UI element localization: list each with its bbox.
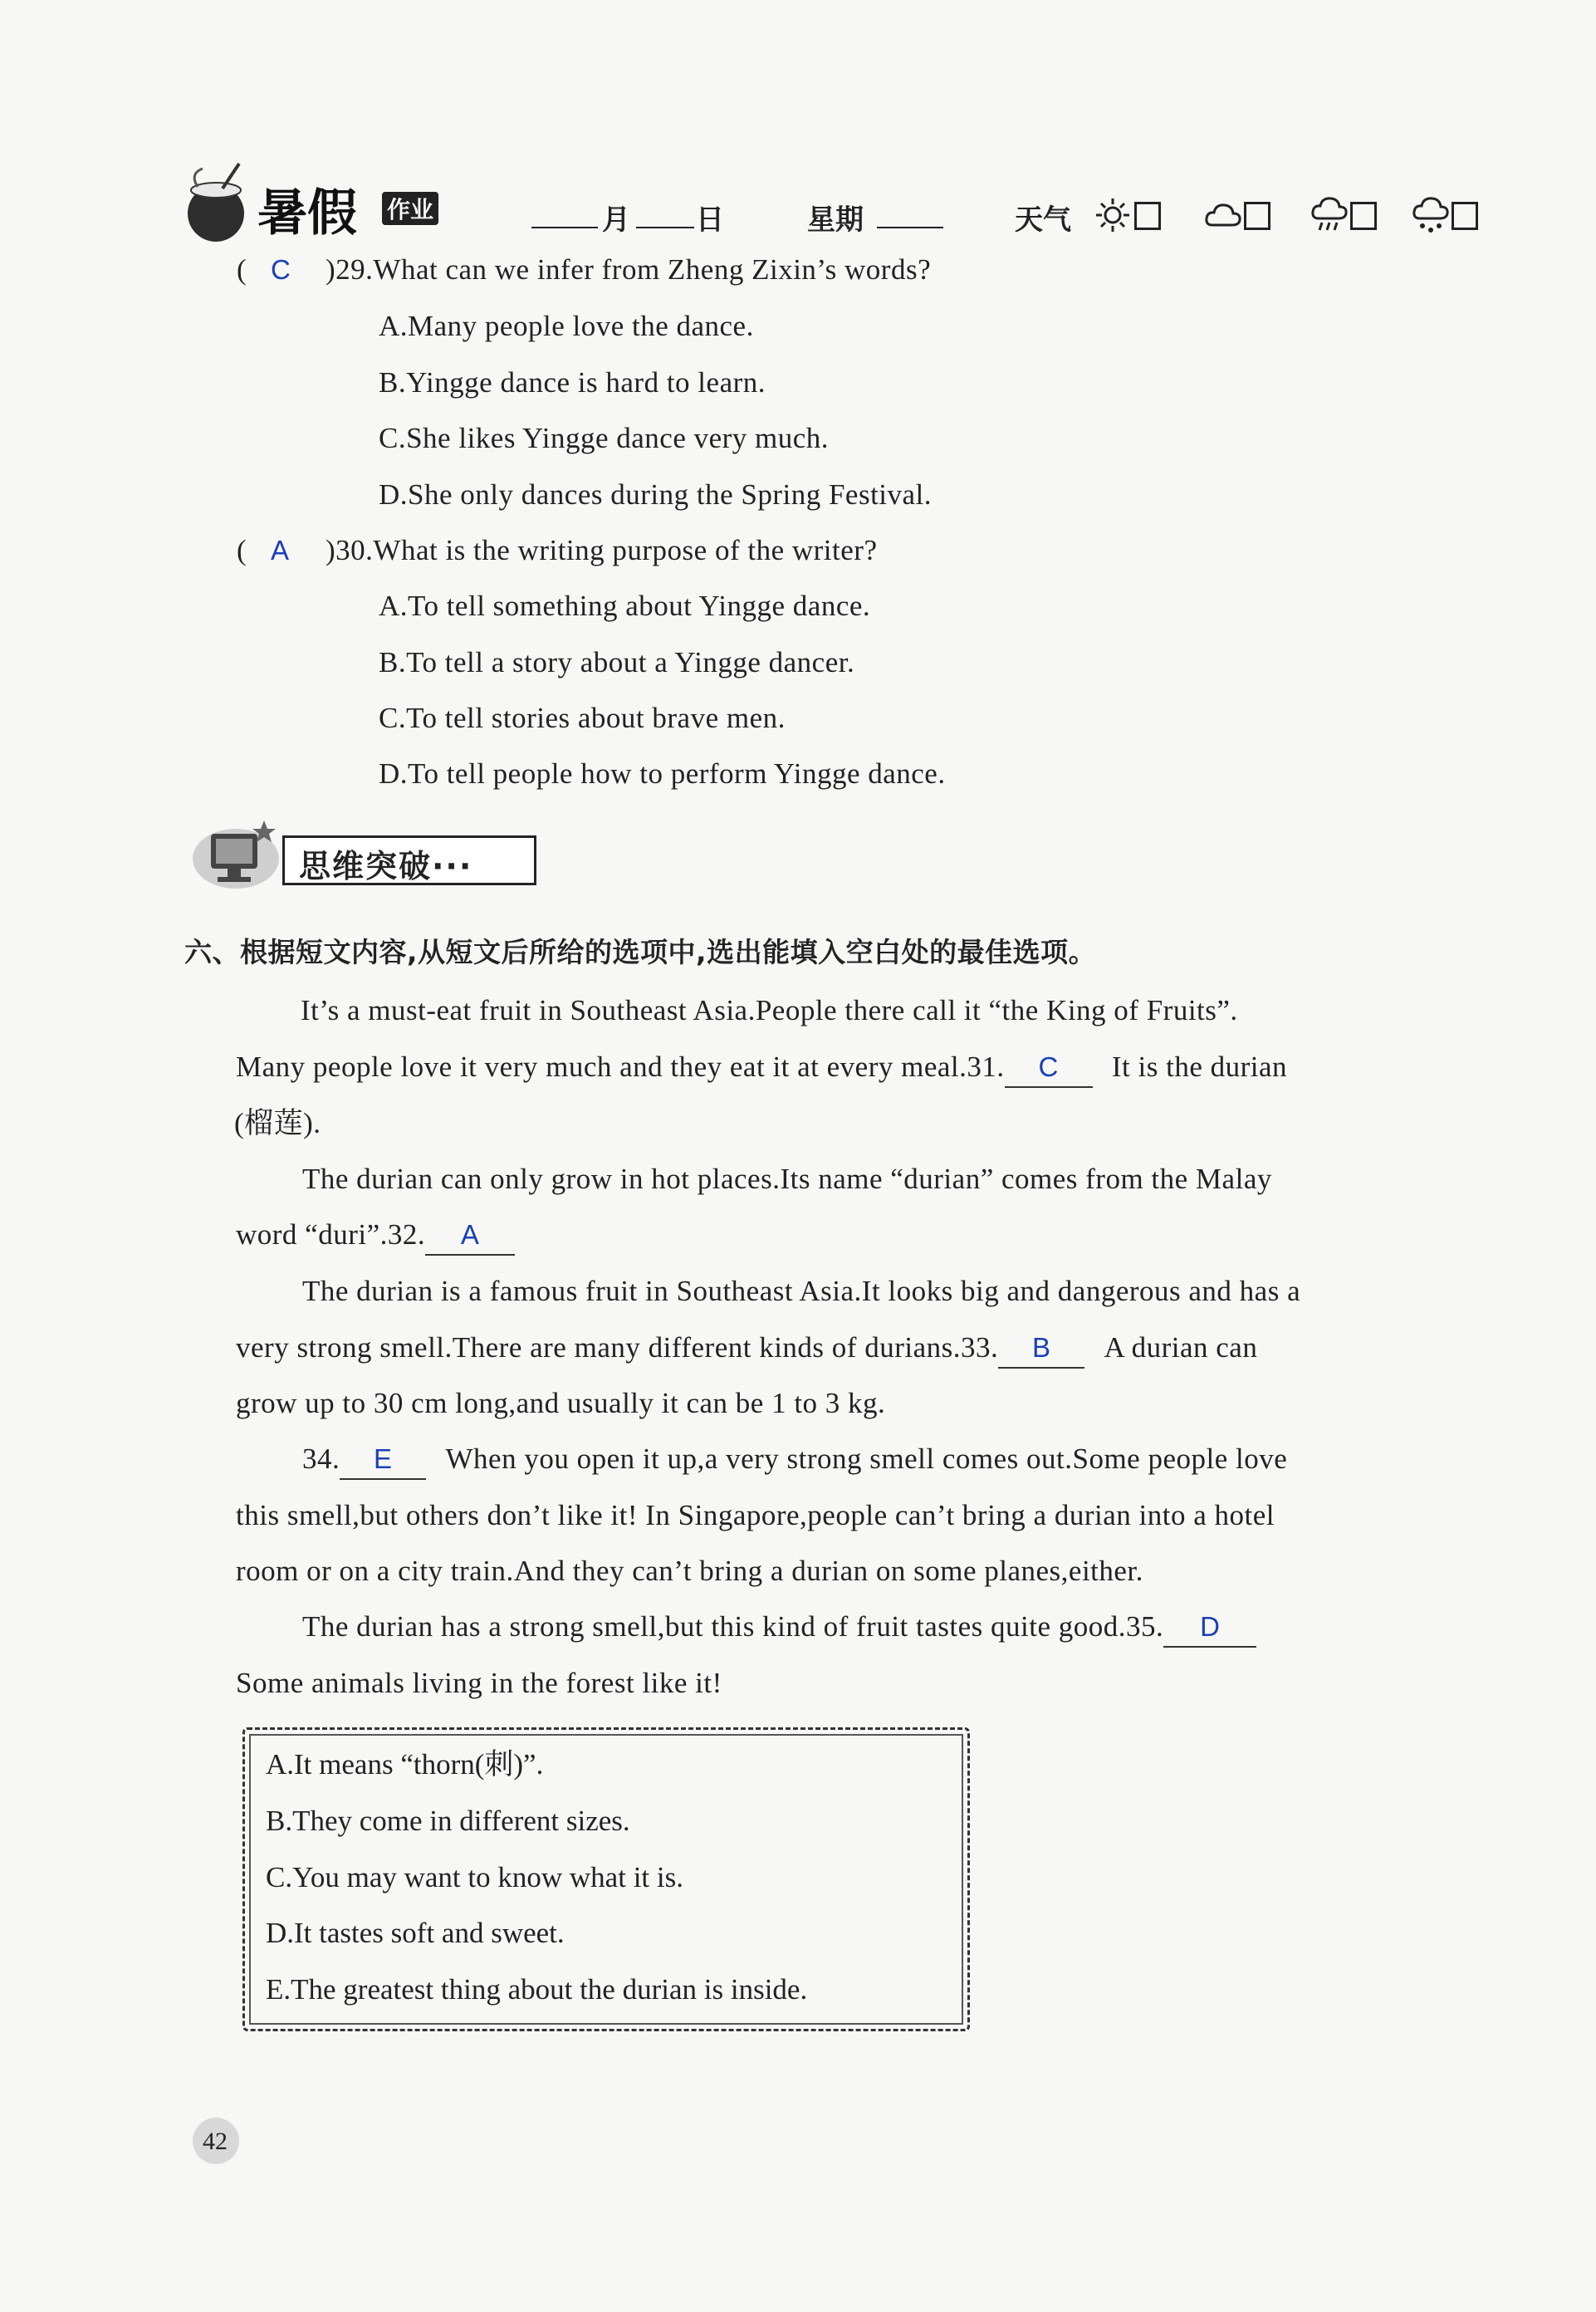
q30-option-c: C.To tell stories about brave men.: [379, 702, 786, 734]
page-header: [174, 162, 1503, 253]
q29-option-b: B.Yingge dance is hard to learn.: [379, 366, 766, 399]
q29-option-d: D.She only dances during the Spring Festival.: [379, 478, 933, 511]
q30-answer[interactable]: A: [271, 535, 290, 566]
q30-stem: )30.What is the writing purpose of the writer?: [326, 534, 878, 566]
section6-instruction: 六、根据短文内容,从短文后所给的选项中,选出能填入空白处的最佳选项。: [184, 936, 1097, 968]
brand-tag: 作业: [382, 192, 438, 225]
blank-31[interactable]: [1005, 1051, 1093, 1088]
p2-line1: The durian can only grow in hot places.Its name “durian” comes from the Malay: [302, 1163, 1272, 1195]
week-label: 星期: [807, 203, 864, 237]
p1-line2: [236, 1046, 1287, 1088]
answer-35: D: [1200, 1611, 1221, 1642]
p1-line3: (榴莲).: [234, 1107, 321, 1139]
option-c: C.You may want to know what it is.: [266, 1861, 683, 1893]
p3-line2: [236, 1327, 1257, 1369]
p5-line2: Some animals living in the forest like it!: [236, 1667, 722, 1699]
p4-line1-text: When you open it up,a very strong smell comes out.Some people love: [445, 1443, 1288, 1475]
p4-line1: [302, 1438, 1287, 1480]
p1-line2-text: Many people love it very much and they eat it at every meal.31.: [236, 1051, 1005, 1083]
computer-icon: [193, 817, 284, 892]
blank-35[interactable]: [1163, 1611, 1256, 1648]
week-blank[interactable]: [877, 227, 943, 228]
q30-option-a: A.To tell something about Yingge dance.: [379, 590, 871, 622]
p5-line1-text: The durian has a strong smell,but this kind of fruit tastes quite good.35.: [302, 1610, 1164, 1643]
day-blank[interactable]: [636, 227, 694, 228]
option-b: B.They come in different sizes.: [266, 1805, 630, 1837]
sunny-icon: [1094, 197, 1131, 233]
p3-line2-text: very strong smell.There are many different kinds of durians.33.: [236, 1331, 999, 1364]
answer-34: E: [373, 1443, 393, 1474]
blank-33[interactable]: [998, 1332, 1084, 1369]
p3-line2-tail: A durian can: [1104, 1331, 1258, 1364]
option-d: D.It tastes soft and sweet.: [266, 1917, 565, 1949]
q29-stem: )29.What can we infer from Zheng Zixin’s words?: [326, 253, 932, 286]
brand-title: 暑假: [257, 184, 357, 242]
p1-line1: It’s a must-eat fruit in Southeast Asia.People there call it “the King of Fruits”.: [301, 994, 1238, 1026]
q30-paren-open: (: [237, 534, 247, 566]
p3-line1: The durian is a famous fruit in Southeast Asia.It looks big and dangerous and has a: [302, 1275, 1301, 1307]
p2-line2: [236, 1214, 515, 1256]
page-number: 42: [203, 2128, 228, 2155]
p4-line3: room or on a city train.And they can’t bring a durian on some planes,either.: [236, 1555, 1143, 1587]
answer-32: A: [460, 1219, 480, 1250]
option-e: E.The greatest thing about the durian is inside.: [266, 1973, 808, 2006]
q29-option-c: C.She likes Yingge dance very much.: [379, 422, 830, 454]
blank-34[interactable]: [340, 1443, 426, 1480]
p3-line3: grow up to 30 cm long,and usually it can be 1 to 3 kg.: [236, 1387, 886, 1419]
option-a: A.It means “thorn(刺)”.: [266, 1748, 544, 1781]
p4-line1-num: 34.: [302, 1443, 340, 1475]
q30-option-d: D.To tell people how to perform Yingge dance.: [379, 757, 946, 790]
banner-title: 思维突破···: [299, 848, 473, 884]
q29-paren-open: (: [237, 253, 247, 286]
snowy-checkbox[interactable]: [1452, 202, 1478, 230]
month-blank[interactable]: [531, 227, 598, 228]
coconut-logo-icon: [181, 162, 256, 245]
p2-line2-text: word “duri”.32.: [236, 1218, 426, 1251]
answer-31: C: [1038, 1051, 1059, 1082]
weather-label: 天气: [1015, 203, 1071, 237]
q29-option-a: A.Many people love the dance.: [379, 310, 754, 342]
rainy-icon: [1310, 195, 1349, 237]
p4-line2: this smell,but others don’t like it! In Singapore,people can’t bring a durian into a hotel: [236, 1499, 1275, 1531]
q30-option-b: B.To tell a story about a Yingge dancer.: [379, 646, 855, 678]
rainy-checkbox[interactable]: [1350, 202, 1377, 230]
cloudy-icon: [1204, 200, 1242, 230]
sunny-checkbox[interactable]: [1134, 202, 1161, 230]
p1-line2-tail: It is the durian: [1111, 1051, 1288, 1083]
section-banner: [193, 814, 541, 897]
day-label: 日: [696, 203, 724, 237]
blank-32[interactable]: [425, 1219, 515, 1256]
month-label: 月: [602, 203, 630, 237]
cloudy-checkbox[interactable]: [1244, 202, 1270, 230]
snowy-icon: [1412, 195, 1450, 237]
q29-answer[interactable]: C: [271, 254, 291, 285]
answer-33: B: [1031, 1332, 1051, 1363]
p5-line1: [302, 1606, 1256, 1648]
